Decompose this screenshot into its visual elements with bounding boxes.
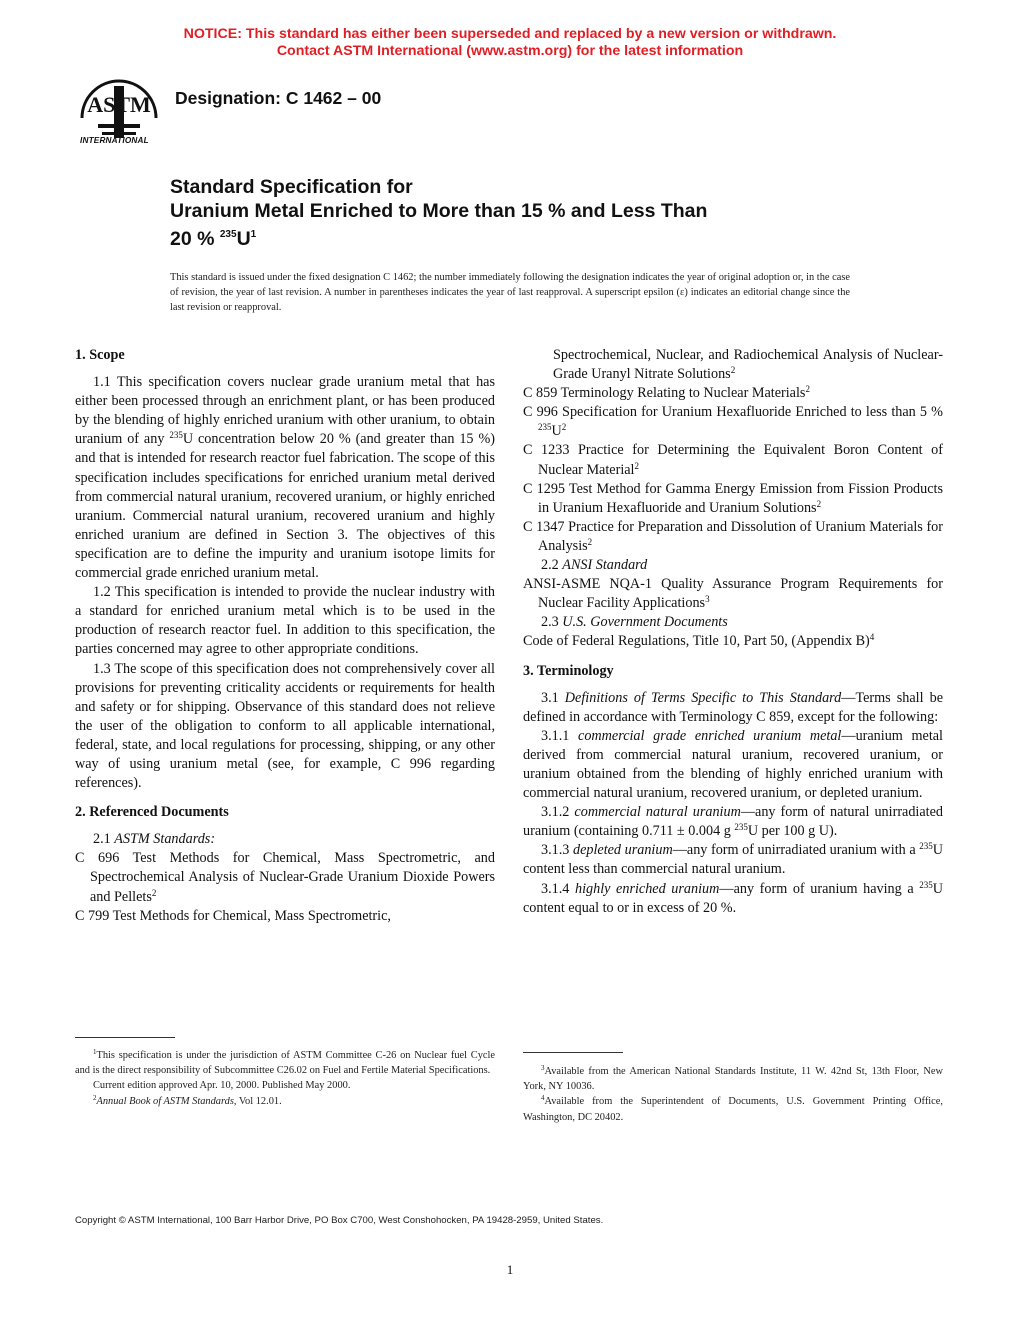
ref-cfr: Code of Federal Regulations, Title 10, Part 50, (Appendix B)$^4$	[523, 632, 875, 650]
section-2-3: 2.3 U.S. Government Documents	[541, 614, 728, 631]
section-3-1-1: 3.1.1 commercial grade enriched uranium metal—uranium metal derived from commercial natural uranium, recovered uranium, or uranium obtained from the blending of highly enriched uranium with commercial natural uranium, recovered uranium, or depleted uranium.	[523, 727, 943, 802]
ref-c1233: C 1233 Practice for Determining the Equivalent Boron Content of Nuclear Material$^2$	[523, 442, 943, 478]
ref-c799: C 799 Test Methods for Chemical, Mass Spectrometric,	[75, 907, 391, 924]
title-line-2: Uranium Metal Enriched to More than 15 % and Less Than	[170, 200, 708, 222]
designation: Designation: C 1462 – 00	[175, 88, 382, 108]
copyright: Copyright © ASTM International, 100 Barr Harbor Drive, PO Box C700, West Conshohocken, PA 19428-2959, United States.	[75, 1215, 604, 1226]
section-3-1-3: 3.1.3 depleted uranium—any form of unirradiated uranium with a $^{235}$U content less than commercial natural uranium.	[523, 841, 943, 878]
ref-c1347: C 1347 Practice for Preparation and Dissolution of Uranium Materials for Analysis$^2$	[523, 518, 943, 554]
left-column	[75, 346, 495, 926]
footnotes-left	[75, 1048, 495, 1109]
issue-note: This standard is issued under the fixed designation C 1462; the number immediately following the designation indicates the year of original adoption or, in the case of revision, the year of last revision. A number in parentheses indicates the year of last reapproval. A superscript epsilon (ε) indicates an editorial change since the last revision or reapproval.	[170, 272, 850, 313]
ref-c996: C 996 Specification for Uranium Hexafluoride Enriched to less than 5 % $^{235}U^2$	[523, 404, 943, 440]
notice-line-1: NOTICE: This standard has either been superseded and replaced by a new version or withdrawn.	[183, 26, 837, 42]
footnote-4: $^4$Available from the Superintendent of Documents, U.S. Government Printing Office, Washington, DC 20402.	[523, 1094, 943, 1123]
supersession-notice	[0, 26, 1020, 60]
title-line-3: 20 % $^{235}U^1$	[170, 228, 257, 250]
footnote-3: $^3$Available from the American National Standards Institute, 11 W. 42nd St, 13th Floor, New York, NY 10036.	[523, 1064, 943, 1093]
footnotes-right	[523, 1064, 943, 1125]
section-1-1: 1.1 This specification covers nuclear grade uranium metal that has either been processed through an enrichment plant, or has been produced by the blending of highly enriched uranium with other uranium, to obtain uranium of any $^{235}$U concentration below 20 % (and greater than 15 %) and that is intended for research reactor fuel fabrication. The scope of this specification includes specifications for enriched uranium metal derived from commercial natural uranium, recovered uranium, or highly enriched uranium. Commercial natural uranium, recovered uranium and highly enriched uranium are defined in Section 3. The objectives of this specification are to define the impurity and uranium isotope limits for commercial grade enriched uranium metal.	[75, 374, 495, 582]
footnote-1-edition: Current edition approved Apr. 10, 2000. Published May 2000.	[93, 1080, 351, 1092]
ref-c696: C 696 Test Methods for Chemical, Mass Spectrometric, and Spectrochemical Analysis of Nuclear-Grade Uranium Dioxide Powers and Pellets$^2$	[75, 850, 495, 905]
section-3-1-2: 3.1.2 commercial natural uranium—any form of natural unirradiated uranium (containing 0.711 ± 0.004 g $^{235}$U per 100 g U).	[523, 804, 944, 840]
footnote-rule-right	[523, 1052, 623, 1053]
footnote-rule-left	[75, 1037, 175, 1038]
page-number: 1	[506, 1262, 514, 1277]
ref-c859: C 859 Terminology Relating to Nuclear Materials$^2$	[523, 384, 810, 402]
ref-c799-continued: Spectrochemical, Nuclear, and Radiochemical Analysis of Nuclear-Grade Uranyl Nitrate Solutions$^2$	[553, 347, 943, 383]
footnote-2: $^2$Annual Book of ASTM Standards, Vol 12.01.	[93, 1093, 282, 1107]
notice-line-2: Contact ASTM International (www.astm.org) for the latest information	[276, 43, 744, 59]
right-column	[523, 346, 943, 918]
section-2-2: 2.2 ANSI Standard	[541, 557, 648, 574]
logo-subtext: INTERNATIONAL	[80, 136, 149, 145]
ref-c1295: C 1295 Test Method for Gamma Energy Emission from Fission Products in Uranium Hexafluoride and Uranium Solutions$^2$	[523, 480, 943, 516]
title-line-1: Standard Specification for	[170, 176, 413, 198]
logo-wordmark: ASTM	[87, 92, 151, 117]
section-1-2: 1.2 This specification is intended to provide the nuclear industry with a standard for enriched uranium metal which is to be used in the production of research reactor fuel. In addition to this specification, the parties concerned may agree to other appropriate conditions.	[75, 584, 495, 658]
scope-heading: 1. Scope	[75, 347, 125, 363]
section-3-1-4: 3.1.4 highly enriched uranium—any form of uranium having a $^{235}$U content equal to or in excess of 20 %.	[523, 879, 943, 916]
section-3-1: 3.1 Definitions of Terms Specific to This Standard—Terms shall be defined in accordance with Terminology C 859, except for the following:	[523, 689, 943, 725]
terminology-heading: 3. Terminology	[523, 662, 614, 679]
section-2-1: 2.1 ASTM Standards:	[93, 831, 216, 848]
section-1-3: 1.3 The scope of this specification does not comprehensively cover all provisions for preventing criticality accidents or requirements for health and safety or for shipping. Observance of this standard does not relieve the user of the obligation to conform to all applicable international, federal, state, and local regulations for processing, shipping, or any other way of using uranium metal (see, for example, C 996 regarding references).	[75, 660, 495, 792]
document-title	[170, 175, 890, 251]
ref-nqa1: ANSI-ASME NQA-1 Quality Assurance Program Requirements for Nuclear Facility Applications$^3$	[523, 576, 943, 612]
references-heading: 2. Referenced Documents	[75, 804, 229, 821]
footnote-1: $^1$This specification is under the jurisdiction of ASTM Committee C-26 on Nuclear fuel Cycle and is the direct responsibility of Subcommittee C26.02 on Fuel and Fertile Material Specifications.	[75, 1048, 495, 1077]
